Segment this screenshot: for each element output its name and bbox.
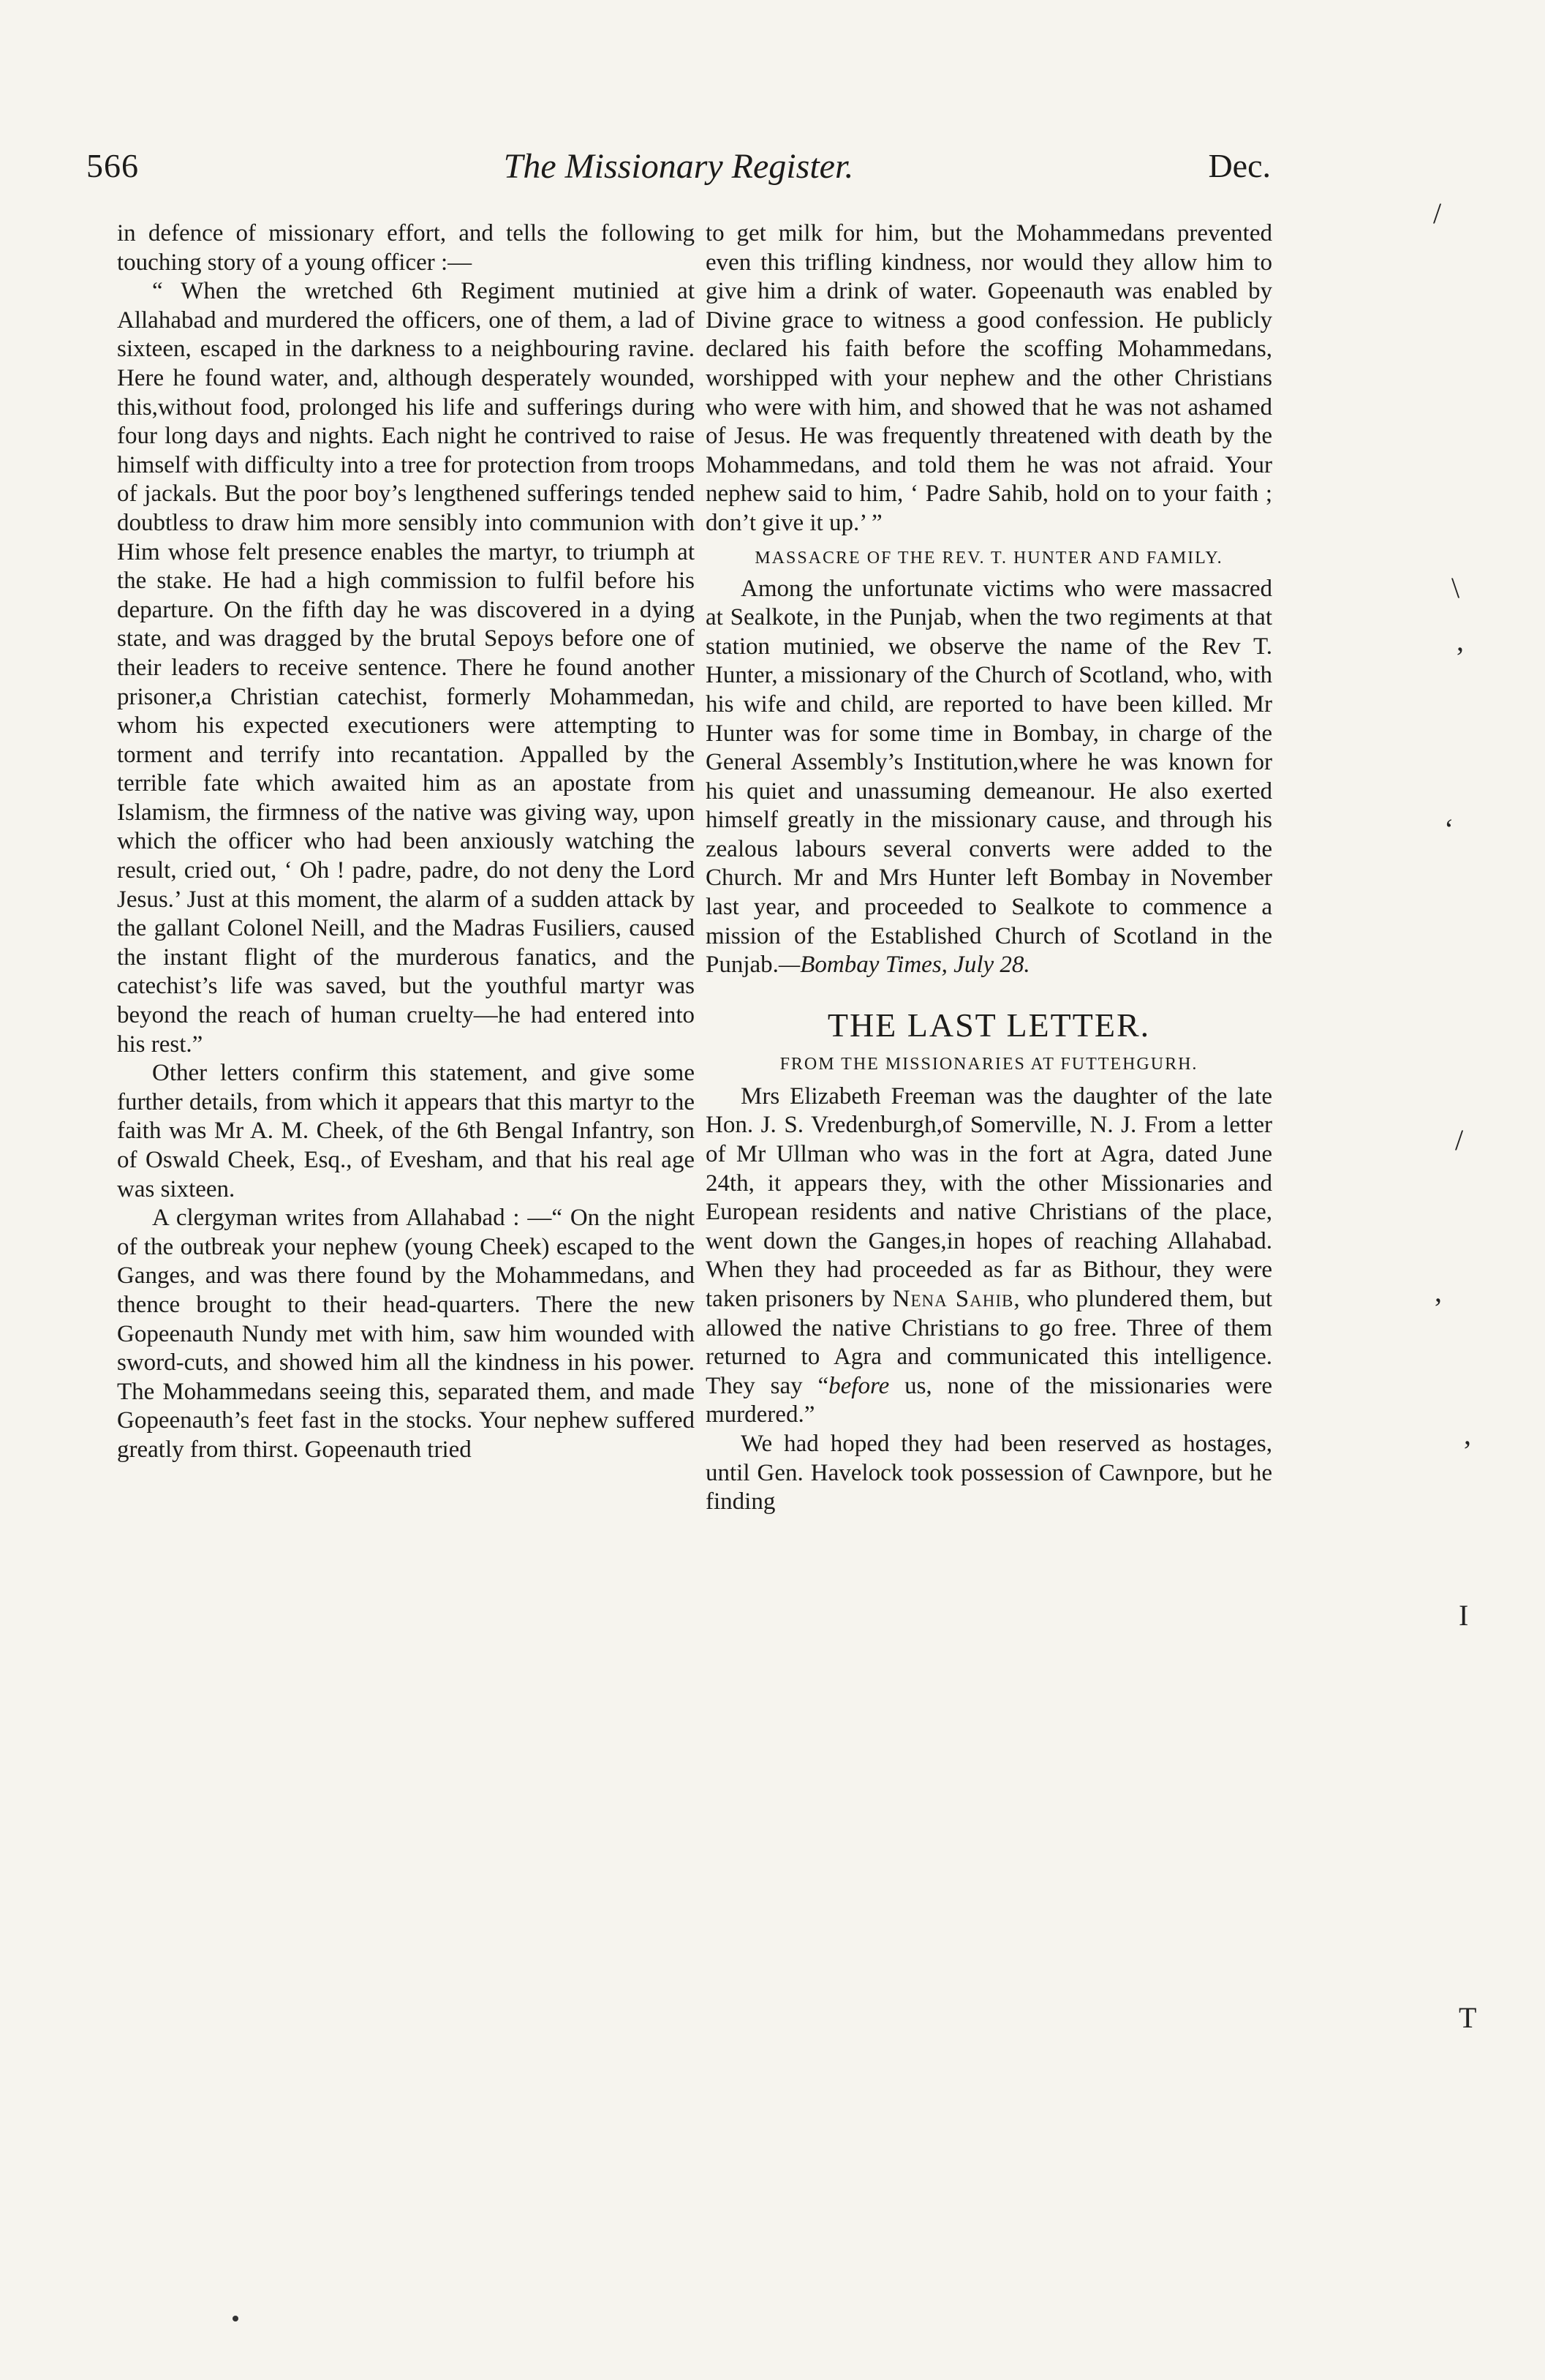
article-title: THE LAST LETTER.	[827, 1006, 1151, 1044]
margin-mark-4: ‘	[1444, 813, 1454, 846]
article-subheading: FROM THE MISSIONARIES AT FUTTEHGURH.	[779, 1054, 1198, 1074]
margin-mark-7: I	[1459, 1599, 1469, 1632]
margin-mark-3: ’	[1455, 641, 1465, 674]
letter-text-c: us, none of the missionaries were murdered.”	[706, 1372, 1272, 1428]
margin-mark-1: /	[1433, 197, 1442, 230]
right-column	[706, 219, 1272, 1517]
left-column	[117, 219, 695, 1465]
page-number: 566	[86, 147, 139, 184]
header-month: Dec.	[1208, 147, 1271, 184]
stray-ink-dot	[233, 2316, 238, 2321]
letter-text-b: , who plundered them, but allowed the native Christians to go free. Three of them returned to Agra and communicated this intelligence. They say “	[706, 1286, 1272, 1399]
margin-mark-8: ’	[1433, 1292, 1443, 1325]
margin-mark-6: ’	[1462, 1434, 1473, 1467]
right-paragraph-1: to get milk for him, but the Mohammedans prevented even this trifling kindness, nor would they allow him to give him a drink of water. Gopeenauth was enabled by Divine grace to witness a good confession. He publicly declared his faith before the scoffing Mohammedans, worshipped with your nephew and the other Christians who were with him, and showed that he was not ashamed of Jesus. He was frequently threatened with death by the Mohammedans, and told them he was not afraid. Your nephew said to him, ‘ Padre Sahib, hold on to your faith ; don’t give it up.’ ”	[706, 220, 1272, 536]
page-header	[86, 146, 1271, 205]
margin-mark-9: T	[1459, 2001, 1477, 2034]
letter-text-a: Mrs Elizabeth Freeman was the daughter of the late Hon. J. S. Vredenburgh,of Somerville, N. J. From a letter of Mr Ullman who was in the fort at Agra, dated June 24th, it appears they, with the other Missionaries and European residents and native Christians of the place, went down the Ganges,in hopes of reaching Allahabad. When they had proceeded as far as Bithour, they were taken prisoners by	[706, 1082, 1272, 1312]
left-paragraph-4: A clergyman writes from Allahabad : —“ On the night of the outbreak your nephew (young Cheek) escaped to the Ganges, and was there found by the Mohammedans, and thence brought to their head-quarters. There the new Gopeenauth Nundy met with him, saw him wounded with sword-cuts, and showed him all the kindness in his power. The Mohammedans seeing this, separated them, and made Gopeenauth’s feet fast in the stocks. Your nephew suffered greatly from thirst. Gopeenauth tried	[117, 1205, 695, 1463]
running-title: The Missionary Register.	[503, 147, 854, 186]
margin-mark-5: /	[1455, 1123, 1464, 1156]
italic-before: before	[828, 1372, 890, 1399]
article-citation: —Bombay Times, July 28.	[778, 952, 1030, 979]
hunter-article-text: Among the unfortunate victims who were massacred at Sealkote, in the Punjab, when the two regiments at that station mutinied, we observe the name of the Rev T. Hunter, a missionary of the Church of Scotland, who, with his wife and child, are reported to have been killed. Mr Hunter was for some time in Bombay, in charge of the General Assembly’s Institution,where he was known for his quiet and unassuming demeanour. He also exerted himself greatly in the missionary cause, and through his zealous labours several converts were added to the Church. Mr and Mrs Hunter left Bombay in November last year, and proceeded to Sealkote to commence a mission of the Established Church of Scotland in the Punjab.	[706, 575, 1272, 979]
left-paragraph-1: in defence of missionary effort, and tells the following touching story of a young officer :—	[117, 220, 695, 276]
section-heading: MASSACRE OF THE REV. T. HUNTER AND FAMILY.	[755, 548, 1223, 568]
right-paragraph-4: We had hoped they had been reserved as hostages, until Gen. Havelock took possession of Cawnpore, but he finding	[706, 1430, 1272, 1515]
left-paragraph-2: “ When the wretched 6th Regiment mutinied at Allahabad and murdered the officers, one of them, a lad of sixteen, escaped in the darkness to a neighbouring ravine. Here he found water, and, although desperately wounded, this,without food, prolonged his life and sufferings during four long days and nights. Each night he contrived to raise himself with difficulty into a tree for protection from troops of jackals. But the poor boy’s lengthened sufferings tended doubtless to draw him more sensibly into communion with Him whose felt presence enables the martyr, to triumph at the stake. He had a high commission to fulfil before his departure. On the fifth day he was discovered in a dying state, and was dragged by the brutal Sepoys before one of their leaders to receive sentence. There he found another prisoner,a Christian catechist, formerly Mohammedan, whom his expected executioners were attempting to torment and terrify into recantation. Appalled by the terrible fate which awaited him as an apostate from Islamism, the firmness of the native was giving way, upon which the officer who had been anxiously watching the result, cried out, ‘ Oh ! padre, padre, do not deny the Lord Jesus.’ Just at this moment, the alarm of a sudden attack by the gallant Colonel Neill, and the Madras Fusiliers, caused the instant flight of the murderous fanatics, and the catechist’s life was saved, but the youthful martyr was beyond the reach of human cruelty—he had entered into his rest.”	[117, 278, 695, 1058]
right-paragraph-3	[706, 1082, 1272, 1430]
margin-mark-2: \	[1451, 571, 1460, 604]
left-paragraph-3: Other letters confirm this statement, and give some further details, from which it appears that this martyr to the faith was Mr A. M. Cheek, of the 6th Bengal Infantry, son of Oswald Cheek, Esq., of Evesham, and that his real age was sixteen.	[117, 1060, 695, 1202]
name-nena-sahib: Nena Sahib	[892, 1286, 1014, 1312]
right-paragraph-2	[706, 575, 1272, 980]
